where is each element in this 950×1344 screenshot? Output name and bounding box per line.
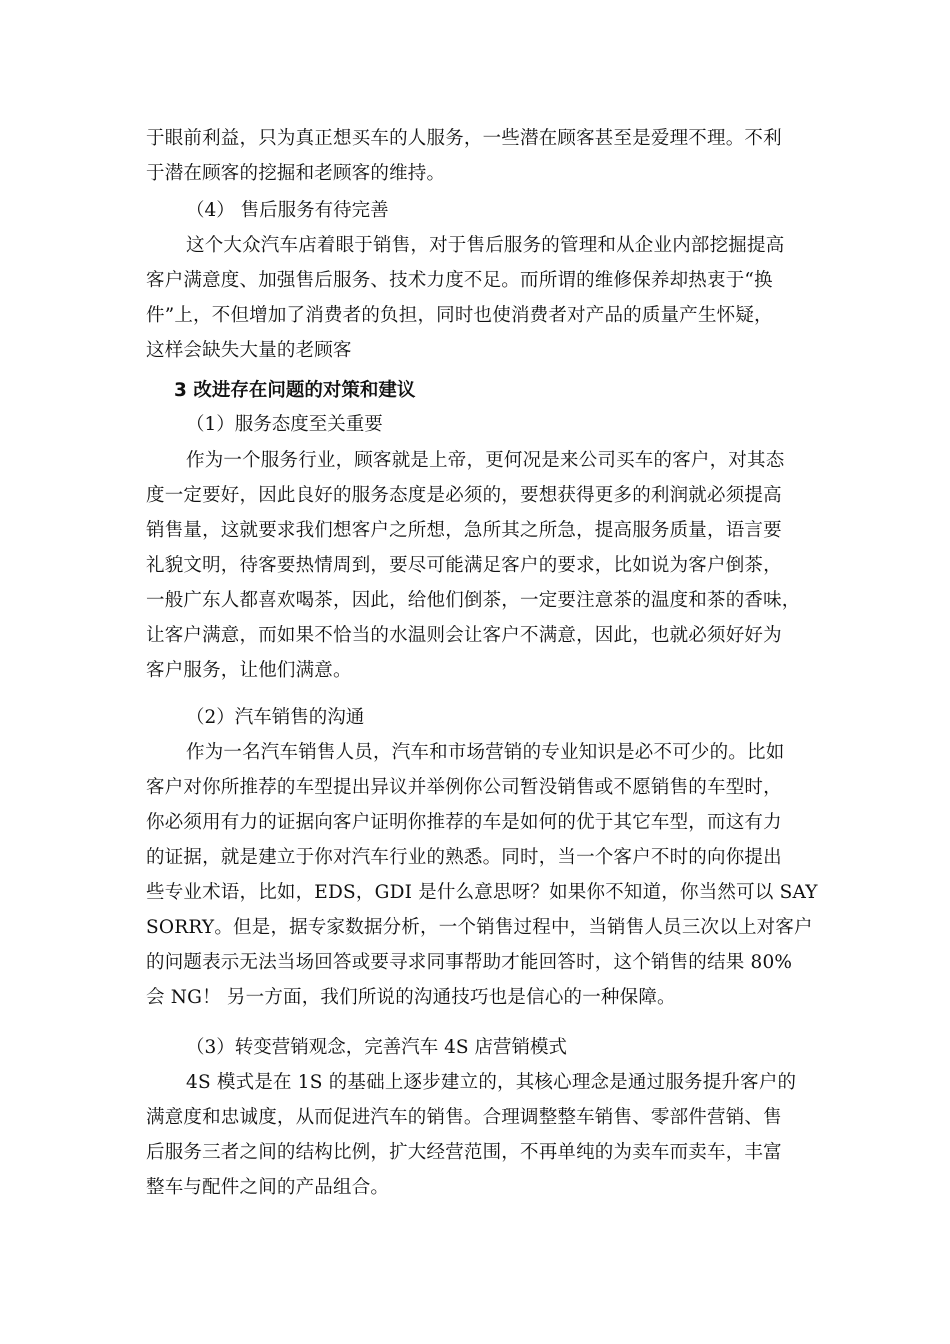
paragraph-line: 销售量，这就要求我们想客户之所想，急所其之所急，提高服务质量，语言要 <box>146 520 782 541</box>
paragraph-service-attitude <box>146 443 811 688</box>
paragraph-line: 客户满意度、加强售后服务、技术力度不足。而所谓的维修保养却热衷于“换 <box>146 270 773 291</box>
paragraph-line: 作为一名汽车销售人员，汽车和市场营销的专业知识是必不可少的。比如 <box>186 742 785 763</box>
paragraph-line: 一般广东人都喜欢喝茶，因此，给他们倒茶，一定要注意茶的温度和茶的香味， <box>146 590 801 611</box>
sub-heading-after-sales: （4） 售后服务有待完善 <box>186 200 389 221</box>
sub-heading-service-attitude: （1）服务态度至关重要 <box>186 414 383 435</box>
paragraph-line: 的证据，就是建立于你对汽车行业的熟悉。同时，当一个客户不时的向你提出 <box>146 847 782 868</box>
paragraph-line: 让客户满意，而如果不恰当的水温则会让客户不满意，因此，也就必须好好为 <box>146 625 782 646</box>
paragraph-line: 这个大众汽车店着眼于销售，对于售后服务的管理和从企业内部挖掘提高 <box>186 235 785 256</box>
paragraph-line: 于眼前利益，只为真正想买车的人服务，一些潜在顾客甚至是爱理不理。不利 <box>146 128 782 149</box>
paragraph-marketing <box>146 1065 811 1205</box>
paragraph-line: 度一定要好，因此良好的服务态度是必须的，要想获得更多的利润就必须提高 <box>146 485 782 506</box>
paragraph-line: 作为一个服务行业，顾客就是上帝，更何况是来公司买车的客户，对其态 <box>186 450 785 471</box>
paragraph-line: 满意度和忠诚度，从而促进汽车的销售。合理调整整车销售、零部件营销、售 <box>146 1107 782 1128</box>
paragraph-line: 件”上，不但增加了消费者的负担，同时也使消费者对产品的质量产生怀疑， <box>146 305 773 326</box>
paragraph-line: 整车与配件之间的产品组合。 <box>146 1177 390 1198</box>
sub-heading-marketing: （3）转变营销观念，完善汽车 4S 店营销模式 <box>186 1037 567 1058</box>
section-heading: 3 改进存在问题的对策和建议 <box>174 380 416 401</box>
paragraph-line: 的问题表示无法当场回答或要寻求同事帮助才能回答时，这个销售的结果 80% <box>146 952 793 973</box>
paragraph-line: SORRY。但是，据专家数据分析，一个销售过程中，当销售人员三次以上对客户 <box>146 917 813 938</box>
paragraph-line: 这样会缺失大量的老顾客 <box>146 340 352 361</box>
paragraph-line: 你必须用有力的证据向客户证明你推荐的车是如何的优于其它车型，而这有力 <box>146 812 782 833</box>
paragraph-line: 客户服务，让他们满意。 <box>146 660 352 681</box>
paragraph-intro <box>146 121 811 191</box>
paragraph-line: 些专业术语，比如，EDS，GDI 是什么意思呀？如果你不知道，你当然可以 SAY <box>146 882 818 903</box>
paragraph-line: 礼貌文明，待客要热情周到，要尽可能满足客户的要求，比如说为客户倒茶， <box>146 555 782 576</box>
paragraph-line: 于潜在顾客的挖掘和老顾客的维持。 <box>146 163 446 184</box>
paragraph-line: 会 NG！ 另一方面，我们所说的沟通技巧也是信心的一种保障。 <box>146 987 676 1008</box>
paragraph-communication <box>146 735 818 1015</box>
paragraph-line: 后服务三者之间的结构比例，扩大经营范围，不再单纯的为卖车而卖车，丰富 <box>146 1142 782 1163</box>
paragraph-after-sales <box>146 228 811 368</box>
paragraph-line: 4S 模式是在 1S 的基础上逐步建立的，其核心理念是通过服务提升客户的 <box>186 1072 797 1093</box>
sub-heading-communication: （2）汽车销售的沟通 <box>186 707 365 728</box>
paragraph-line: 客户对你所推荐的车型提出异议并举例你公司暂没销售或不愿销售的车型时， <box>146 777 782 798</box>
